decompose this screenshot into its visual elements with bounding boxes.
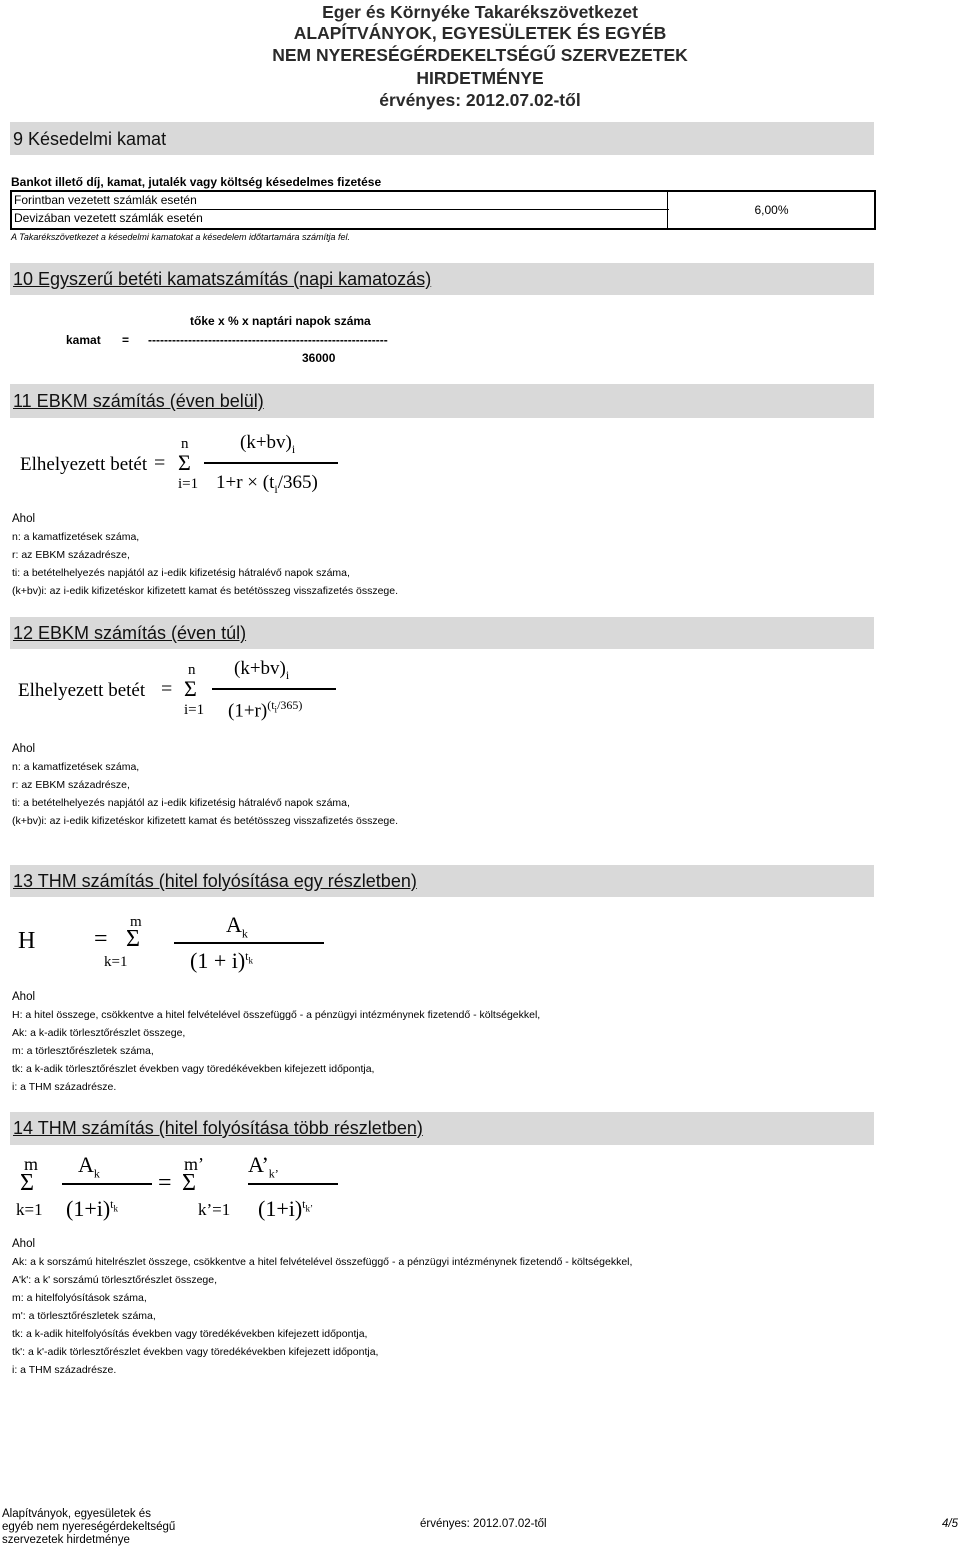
validity-date: érvényes: 2012.07.02-től xyxy=(379,90,581,110)
interest-denominator: 36000 xyxy=(302,351,336,365)
definition-line: A'k': a k' sorszámú törlesztőrészlet összege, xyxy=(12,1274,218,1286)
fx-accounts-label: Devizában vezetett számlák esetén xyxy=(14,211,203,225)
sum-lower: i=1 xyxy=(184,702,205,718)
definition-line: (k+bv)i: az i-edik kifizetéskor kifizetett kamat és betétösszeg visszafizetés összege. xyxy=(12,585,399,597)
section-9-title: 9 Késedelmi kamat xyxy=(13,129,167,149)
late-interest-table xyxy=(10,190,876,230)
fraction-bar xyxy=(204,462,338,464)
definition-line: tk': a k'-adik törlesztőrészlet években vagy töredékévekben kifejezett időpontja, xyxy=(12,1346,379,1358)
sigma-symbol: Σ xyxy=(182,1170,196,1196)
ebkm-formula-1 xyxy=(18,432,348,502)
footer-doc-title-2: egyéb nem nyereségérdekeltségű xyxy=(2,1521,176,1533)
sum-upper: m xyxy=(24,1154,39,1174)
fraction-bar xyxy=(174,942,324,944)
section-9-subtitle: Bankot illető díj, kamat, jutalék vagy költség késedelmes fizetése xyxy=(11,175,382,189)
ahol-label: Ahol xyxy=(12,743,36,755)
definition-line: n: a kamatfizetések száma, xyxy=(12,761,140,773)
definition-line: m: a hitelfolyósítások száma, xyxy=(12,1292,147,1304)
sigma-symbol: Σ xyxy=(184,676,197,701)
page-number: 4/5 xyxy=(942,1518,958,1530)
fraction-bar xyxy=(212,688,336,690)
fraction-numerator: $(k+bv)_i$ xyxy=(240,432,296,456)
section-10-title: 10 Egyszerű betéti kamatszámítás (napi kamatozás) xyxy=(13,269,432,289)
sum-lower: i=1 xyxy=(178,476,199,492)
formula-lhs: Elhelyezett betét xyxy=(18,680,146,701)
definition-line: tk: a k-adik hitelfolyósítás években vagy töredékévekben kifejezett időpontja, xyxy=(12,1328,368,1340)
sigma-symbol: Σ xyxy=(20,1170,34,1196)
definition-line: H: a hitel összege, csökkentve a hitel felvételével összefüggő - a pénzügyi intézménynek fizetendő - költségekkel, xyxy=(12,1009,541,1021)
definition-line: tk: a k-adik törlesztőrészlet években vagy töredékévekben kifejezett időpontja, xyxy=(12,1063,375,1075)
header-line-4: HIRDETMÉNYE xyxy=(416,68,544,88)
fraction-bar xyxy=(62,1183,152,1185)
section-11-title: 11 EBKM számítás (éven belül) xyxy=(13,391,264,411)
definition-line: m: a törlesztőrészletek száma, xyxy=(12,1045,154,1057)
sum-upper: n xyxy=(188,662,196,678)
formula-equals: = xyxy=(154,452,166,474)
fraction-numerator: $A_k$ xyxy=(78,1152,100,1181)
sum-lower: k’=1 xyxy=(198,1200,231,1219)
interest-lhs: kamat xyxy=(66,333,101,347)
definition-line: i: a THM századrésze. xyxy=(12,1081,117,1093)
sigma-symbol: Σ xyxy=(178,450,191,475)
sum-upper: m xyxy=(130,914,142,930)
formula-lhs: Elhelyezett betét xyxy=(20,454,148,475)
definition-line: r: az EBKM századrésze, xyxy=(12,549,130,561)
interest-numerator: tőke x % x naptári napok száma xyxy=(190,314,371,328)
definition-line: r: az EBKM századrésze, xyxy=(12,779,130,791)
definition-line: Ak: a k-adik törlesztőrészlet összege, xyxy=(12,1027,186,1039)
late-interest-labels xyxy=(12,192,668,228)
ahol-label: Ahol xyxy=(12,513,36,525)
sum-upper: m’ xyxy=(184,1154,204,1174)
late-interest-rate: 6,00% xyxy=(754,203,789,217)
definition-line: ti: a betételhelyezés napjától az i-edik kifizetésig hátralévő napok száma, xyxy=(12,567,350,579)
footer-validity: érvényes: 2012.07.02-től xyxy=(420,1518,547,1530)
definition-line: i: a THM századrésze. xyxy=(12,1364,117,1376)
formula-equals: = xyxy=(94,926,108,952)
bank-name: Eger és Környéke Takarékszövetkezet xyxy=(322,2,638,22)
fraction-numerator: $A’_{k’}$ xyxy=(248,1152,279,1181)
fraction-denominator: $1+r \times (t_i/365)$ xyxy=(216,472,318,496)
definition-line: Ak: a k sorszámú hitelrészlet összege, csökkentve a hitel felvételével összefüggő - a pénzügyi intézménynek fizetendő - költségekkel, xyxy=(12,1256,633,1268)
thm-formula-1 xyxy=(18,914,328,976)
fraction-numerator: $(k+bv)_i$ xyxy=(234,658,290,682)
section-14-title: 14 THM számítás (hitel folyósítása több részletben) xyxy=(13,1118,423,1138)
sum-upper: n xyxy=(181,436,189,452)
section-12-title: 12 EBKM számítás (éven túl) xyxy=(13,623,247,643)
formula-equals: = xyxy=(161,678,173,700)
huf-accounts-label: Forintban vezetett számlák esetén xyxy=(12,192,669,210)
fraction-numerator: $A_k$ xyxy=(226,912,248,941)
footer-doc-title-3: szervezetek hirdetménye xyxy=(2,1534,130,1546)
fraction-denominator: $(1+r)^{(t_i/365)}$ xyxy=(228,698,303,722)
ahol-label: Ahol xyxy=(12,1238,36,1250)
sum-lower: k=1 xyxy=(16,1200,43,1219)
fraction-denominator: $(1+i)^{t_{k’}}$ xyxy=(258,1196,314,1221)
thm-formula-2 xyxy=(12,1152,342,1228)
definition-line: n: a kamatfizetések száma, xyxy=(12,531,140,543)
formula-lhs: H xyxy=(18,928,36,954)
ahol-label: Ahol xyxy=(12,991,36,1003)
fraction-denominator: $(1 + i)^{t_k}$ xyxy=(190,948,254,973)
header-line-2: ALAPÍTVÁNYOK, EGYESÜLETEK ÉS EGYÉB xyxy=(293,23,667,43)
section-13-title: 13 THM számítás (hitel folyósítása egy részletben) xyxy=(13,871,417,891)
fraction-bar xyxy=(248,1183,338,1185)
sigma-symbol: Σ xyxy=(126,926,140,952)
fraction-denominator: $(1+i)^{t_k}$ xyxy=(66,1196,119,1221)
header-line-3: NEM NYERESÉGÉRDEKELTSÉGŰ SZERVEZETEK xyxy=(272,45,688,65)
interest-fraction-line: ------------------------------------------------------------ xyxy=(148,333,388,347)
definition-line: (k+bv)i: az i-edik kifizetéskor kifizetett kamat és betétösszeg visszafizetés összege. xyxy=(12,815,399,827)
definition-line: ti: a betételhelyezés napjától az i-edik kifizetésig hátralévő napok száma, xyxy=(12,797,350,809)
late-interest-note: A Takarékszövetkezet a késedelmi kamatokat a késedelem időtartamára számítja fel. xyxy=(11,232,350,242)
interest-equals: = xyxy=(122,333,130,347)
ebkm-formula-2 xyxy=(18,660,348,728)
footer-doc-title-1: Alapítványok, egyesületek és xyxy=(2,1508,151,1520)
definition-line: m': a törlesztőrészletek száma, xyxy=(12,1310,156,1322)
formula-equals: = xyxy=(158,1170,172,1196)
sum-lower: k=1 xyxy=(104,954,128,970)
